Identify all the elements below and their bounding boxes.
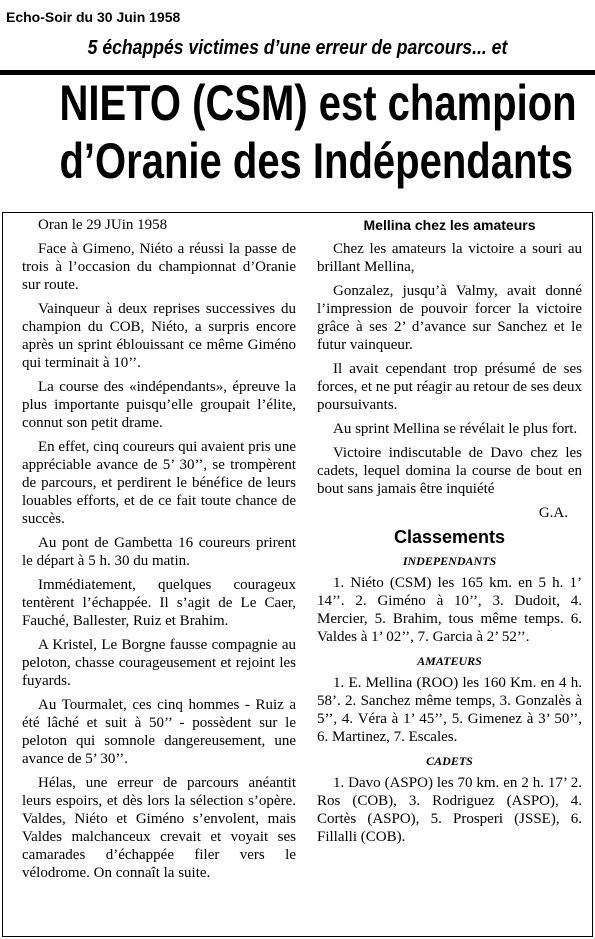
paragraph: Chez les amateurs la victoire a souri au brillant Mellina,: [317, 241, 582, 275]
category-heading-cadets: CADETS: [426, 754, 473, 768]
headline-line-1: NIETO (CSM) est champion: [59, 75, 577, 131]
paragraph: Gonzalez, jusqu’à Valmy, avait donné l’impression de pouvoir forcer la victoire grâce à ses 2’ d’avance sur Sanchez et le futur vainqueur.: [317, 283, 582, 353]
source-line: Echo-Soir du 30 Juin 1958: [6, 9, 181, 25]
right-column: [317, 216, 582, 852]
results-cadets: 1. Davo (ASPO) les 70 km. en 2 h. 17’ 2. Ros (COB), 3. Rodriguez (ASPO), 4. Cortès (ASPO), 5. Prosperi (JSSE), 6. Fillalli (COB).: [317, 775, 582, 845]
headline-line-2: d’Oranie des Indépendants: [59, 133, 573, 189]
paragraph: Au pont de Gambetta 16 coureurs prirent le départ à 5 h. 30 du matin.: [22, 535, 296, 569]
paragraph: Au Tourmalet, ces cinq hommes - Ruiz a été lâché et suit à 50’’ - possèdent sur le peloton qui somnole dangereusement, une avance de 5’ 30’’.: [22, 697, 296, 767]
author-signature: G.A.: [538, 505, 568, 521]
paragraph: Au sprint Mellina se révélait le plus fort.: [333, 421, 578, 437]
dateline: Oran le 29 JUin 1958: [38, 217, 168, 233]
results-independants: 1. Niéto (CSM) les 165 km. en 5 h. 1’ 14’’. 2. Giméno à 10’’, 3. Dudoit, 4. Mercier, 5. Brahim, tous même temps. 6. Valdes à 1’ 02’’, 7. Garcia à 2’ 52’’.: [317, 575, 582, 645]
paragraph: La course des «indépendants», épreuve la plus importante puisqu’elle groupait l’élite, connut son petit drame.: [22, 379, 296, 431]
paragraph: Il avait cependant trop présumé de ses forces, et ne put réagir au retour de ses deux poursuivants.: [317, 361, 582, 413]
main-headline: [59, 74, 577, 190]
category-heading-independants: INDEPENDANTS: [402, 554, 497, 568]
left-column: [22, 216, 296, 888]
paragraph: Face à Gimeno, Niéto a réussi la passe de trois à l’occasion du championnat d’Oranie sur route.: [22, 241, 296, 293]
paragraph: Vainqueur à deux reprises successives du champion du COB, Niéto, a surpris encore après un sprint éblouissant ce même Giméno qui terminait à 10’’.: [22, 301, 296, 371]
section-subhead: Mellina chez les amateurs: [363, 217, 536, 233]
paragraph: Hélas, une erreur de parcours anéantit leurs espoirs, et dès lors la sélection s’opère. Valdes, Niéto et Giméno s’envolent, mais Valdes malchanceux crevait et voyait ses camarades d’échappée filer vers le vélodrome. On connaît la suite.: [22, 775, 296, 881]
paragraph: Victoire indiscutable de Davo chez les cadets, lequel domina la course de bout en bout sans jamais être inquiété: [317, 445, 582, 497]
paragraph: Immédiatement, quelques courageux tentèrent l’échappée. Il s’agit de Le Caer, Fauché, Ballester, Ruiz et Brahim.: [22, 577, 296, 629]
category-heading-amateurs: AMATEURS: [417, 654, 482, 668]
paragraph: En effet, cinq coureurs qui avaient pris une appréciable avance de 5’ 30’’, se trompèrent de parcours, et perdirent le bénéfice de leurs louables efforts, et de ce fait toute chance de succès.: [22, 439, 296, 527]
classements-heading: Classements: [393, 527, 506, 547]
paragraph: A Kristel, Le Borgne fausse compagnie au peloton, chasse courageusement et rejoint les fuyards.: [22, 637, 296, 689]
kicker-headline: 5 échappés victimes d’une erreur de parcours... et: [87, 37, 508, 59]
results-amateurs: 1. E. Mellina (ROO) les 160 Km. en 4 h. 58’. 2. Sanchez même temps, 3. Gonzalès à 5’’, 4. Véra à 1’ 45’’, 5. Gimenez à 3’ 50’’, 6. Martinez, 7. Escales.: [317, 675, 582, 745]
